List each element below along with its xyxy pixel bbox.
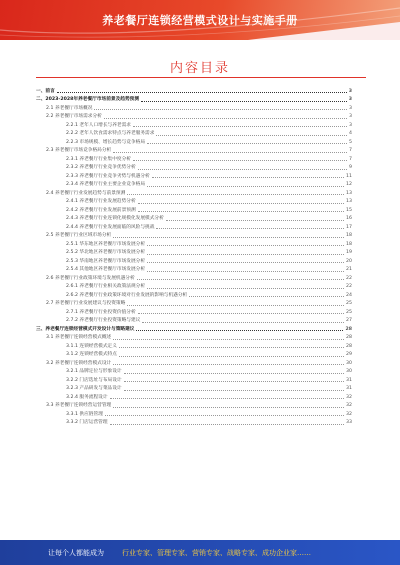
toc-entry[interactable] xyxy=(36,146,352,155)
toc-entry-title: 2.2 养老餐厅市场需求分析 xyxy=(46,114,102,119)
toc-leader-dots xyxy=(189,296,344,297)
toc-leader-dots xyxy=(147,271,344,272)
toc-page-number: 7 xyxy=(349,148,352,153)
toc-entry-title: 3.3.1 供应链管理 xyxy=(66,411,103,417)
toc-page-number: 3 xyxy=(349,122,352,128)
footer-text: 让每个人都能成为 xyxy=(48,549,104,557)
toc-leader-dots xyxy=(147,143,347,144)
toc-entry-title: 2.6.2 养老餐厅行业政策环境对行业发展的影响与机遇分析 xyxy=(66,292,188,298)
toc-heading-rule xyxy=(36,77,366,78)
toc-leader-dots xyxy=(124,373,344,374)
toc-leader-dots xyxy=(147,288,344,289)
toc-entry[interactable] xyxy=(36,333,352,342)
toc-page-number: 33 xyxy=(346,420,352,425)
toc-page-number: 3 xyxy=(348,97,352,102)
toc-leader-dots xyxy=(136,330,343,331)
toc-entry-title: 3.1 养老餐厅连锁经营模式概述 xyxy=(46,335,112,340)
toc-entry-title: 三、养老餐厅连锁经营模式开发设计与策略建议 xyxy=(36,326,135,332)
toc-entry[interactable] xyxy=(36,324,352,333)
toc-leader-dots xyxy=(166,220,344,221)
toc-entry[interactable] xyxy=(36,290,352,299)
toc-leader-dots xyxy=(105,415,344,416)
toc-entry[interactable] xyxy=(36,307,352,316)
toc-page-number: 12 xyxy=(346,182,352,187)
toc-entry[interactable] xyxy=(36,299,352,308)
toc-entry[interactable] xyxy=(36,197,352,206)
toc-heading: 内容目录 xyxy=(169,61,230,76)
toc-entry-title: 3.2.3 产品研发与菜品设计 xyxy=(66,386,122,391)
toc-page-number: 28 xyxy=(345,326,352,332)
toc-entry[interactable] xyxy=(36,341,352,350)
toc-leader-dots xyxy=(113,237,344,238)
toc-page-number: 18 xyxy=(346,233,352,238)
toc-entry-title: 2.6.1 养老餐厅行业相关政策法规分析 xyxy=(66,284,146,289)
toc-entry[interactable] xyxy=(36,103,352,112)
toc-leader-dots xyxy=(110,398,344,399)
toc-entry[interactable] xyxy=(36,358,352,367)
toc-entry-title: 2.5.3 华南地区养老餐厅市场发展分析 xyxy=(66,258,146,264)
toc-page-number: 20 xyxy=(346,258,352,264)
toc-entry-title: 2.2.1 老年人口增长与养老需求 xyxy=(66,122,131,128)
toc-leader-dots xyxy=(156,135,347,136)
toc-entry-title: 3.2 养老餐厅连锁经营模式设计 xyxy=(46,360,112,366)
toc-page-number: 5 xyxy=(349,139,352,145)
toc-page-number: 31 xyxy=(346,377,352,383)
toc-leader-dots xyxy=(133,160,347,161)
toc-entry[interactable] xyxy=(36,239,352,248)
toc-entry[interactable] xyxy=(36,409,352,418)
toc-entry[interactable] xyxy=(36,188,352,197)
toc-page-number: 28 xyxy=(346,335,352,340)
toc-entry[interactable] xyxy=(36,384,352,393)
toc-entry[interactable] xyxy=(36,273,352,282)
toc-entry-title: 2.4.1 养老餐厅行业发展趋势分析 xyxy=(66,199,136,204)
toc-leader-dots xyxy=(133,126,347,127)
toc-entry-title: 3.3 养老餐厅连锁经营运营管理 xyxy=(46,403,112,408)
toc-page-number: 27 xyxy=(346,318,352,323)
toc-entry-title: 2.3.1 养老餐厅行业集中度分析 xyxy=(66,156,131,162)
toc-leader-dots xyxy=(113,407,344,408)
toc-leader-dots xyxy=(124,390,344,391)
toc-entry[interactable] xyxy=(36,137,352,146)
toc-page-number: 17 xyxy=(346,224,352,230)
toc-entry[interactable] xyxy=(36,129,352,138)
toc-leader-dots xyxy=(147,245,344,246)
toc-leader-dots xyxy=(138,203,344,204)
toc-page-number: 31 xyxy=(346,386,352,391)
toc-entry-title: 3.2.4 服务流程设计 xyxy=(66,394,108,400)
toc-entry-title: 2.6 养老餐厅行业政策环境与发展机遇分析 xyxy=(46,275,135,281)
toc-entry-title: 2.5 养老餐厅行业区域市场分析 xyxy=(46,233,112,238)
toc-entry-title: 3.1.2 连锁经营模式特点 xyxy=(66,352,117,357)
toc-entry-title: 2.7.2 养老餐厅行业投资策略与建议 xyxy=(66,318,141,323)
footer-slogan: 行业专家、管理专家、营销专家、战略专家、成功企业家…… xyxy=(122,549,311,557)
toc-page-number: 29 xyxy=(346,352,352,357)
toc-page-number: 22 xyxy=(346,275,352,281)
toc-entry-title: 2.2.2 老年人饮食需求特点与养老服务需求 xyxy=(66,131,155,136)
toc-entry-title: 2.5.2 华北地区养老餐厅市场发展分析 xyxy=(66,250,146,255)
toc-leader-dots xyxy=(119,356,344,357)
toc-leader-dots xyxy=(127,305,344,306)
toc-entry-title: 2.4.2 养老餐厅行业发展前景预测 xyxy=(66,207,136,213)
toc-entry-title: 2.3.3 养老餐厅行业竞争劣势与机遇分析 xyxy=(66,173,150,179)
toc-leader-dots xyxy=(152,177,344,178)
toc-entry-title: 2.4.3 养老餐厅行业连锁化规模化发展模式分析 xyxy=(66,216,164,221)
toc-entry-title: 一、前言 xyxy=(36,88,55,94)
toc-entry[interactable] xyxy=(36,392,352,401)
toc-page-number: 3 xyxy=(349,114,352,119)
toc-leader-dots xyxy=(113,339,344,340)
toc-entry[interactable] xyxy=(36,214,352,223)
toc-leader-dots xyxy=(113,152,347,153)
toc-page-number: 24 xyxy=(346,292,352,298)
toc-entry-title: 2.7.1 养老餐厅行业投资价值分析 xyxy=(66,309,136,315)
toc-entry[interactable] xyxy=(36,256,352,265)
toc-leader-dots xyxy=(104,118,347,119)
toc-entry[interactable] xyxy=(36,120,352,129)
toc-entry[interactable] xyxy=(36,231,352,240)
toc-entry-title: 3.2.2 门店选址与布局设计 xyxy=(66,377,122,383)
toc-page-number: 15 xyxy=(346,207,352,213)
toc-page-number: 19 xyxy=(346,250,352,255)
toc-leader-dots xyxy=(147,254,344,255)
toc-entry-title: 3.1.1 连锁经营模式定义 xyxy=(66,343,117,349)
toc-entry-title: 2.2.3 市场规模、增长趋势与竞争格局 xyxy=(66,139,146,145)
toc-page-number: 18 xyxy=(346,241,352,247)
toc-entry-title: 2.4 养老餐厅行业发展趋势与前景预测 xyxy=(46,190,126,196)
toc-page-number: 30 xyxy=(346,360,352,366)
toc-entry-title: 2.5.1 华东地区养老餐厅市场发展分析 xyxy=(66,241,146,247)
toc-entry[interactable] xyxy=(36,180,352,189)
toc-page-number: 7 xyxy=(349,156,352,162)
toc-page-number: 32 xyxy=(346,403,352,408)
toc-leader-dots xyxy=(138,211,344,212)
toc-entry[interactable] xyxy=(36,171,352,180)
toc-page-number: 22 xyxy=(346,284,352,289)
toc-page-number: 3 xyxy=(348,88,352,94)
page-footer xyxy=(0,540,400,565)
toc-leader-dots xyxy=(147,262,344,263)
toc-page-number: 3 xyxy=(349,105,352,111)
toc-leader-dots xyxy=(127,194,344,195)
toc-entry[interactable] xyxy=(36,401,352,410)
toc-entry[interactable] xyxy=(36,86,352,95)
toc-leader-dots xyxy=(94,109,347,110)
toc-page-number: 16 xyxy=(346,216,352,221)
toc-page-number: 9 xyxy=(349,165,352,170)
toc-leader-dots xyxy=(142,322,344,323)
toc-page-number: 32 xyxy=(346,394,352,400)
toc-leader-dots xyxy=(156,228,344,229)
toc-entry[interactable] xyxy=(36,222,352,231)
toc-leader-dots xyxy=(141,101,347,102)
toc-entry[interactable] xyxy=(36,282,352,291)
toc-page-number: 30 xyxy=(346,369,352,374)
toc-entry[interactable] xyxy=(36,350,352,359)
toc-page-number: 13 xyxy=(346,190,352,196)
toc-page-number: 28 xyxy=(346,343,352,349)
toc-page-number: 25 xyxy=(346,309,352,315)
toc-page-number: 21 xyxy=(346,267,352,272)
toc-leader-dots xyxy=(110,424,344,425)
toc-leader-dots xyxy=(57,92,347,93)
toc-entry-title: 2.3 养老餐厅市场竞争格局分析 xyxy=(46,148,112,153)
toc-entry-title: 2.1 养老餐厅市场概况 xyxy=(46,105,93,111)
page-header xyxy=(0,0,400,40)
toc-entry-title: 3.2.1 品牌定位与形象设计 xyxy=(66,369,122,374)
toc-leader-dots xyxy=(147,186,344,187)
toc-entry-title: 2.3.2 养老餐厅行业竞争优势分析 xyxy=(66,165,136,170)
toc-entry-title: 3.3.2 门店运营管理 xyxy=(66,420,108,425)
toc-entry-title: 2.7 养老餐厅行业发展建议与投资策略 xyxy=(46,301,126,306)
toc-entry[interactable] xyxy=(36,112,352,121)
toc-leader-dots xyxy=(124,381,344,382)
toc-leader-dots xyxy=(137,279,344,280)
toc-entry[interactable] xyxy=(36,265,352,274)
toc-entry[interactable] xyxy=(36,418,352,427)
toc-leader-dots xyxy=(119,347,344,348)
toc-entry[interactable] xyxy=(36,316,352,325)
toc-leader-dots xyxy=(138,313,344,314)
toc-page-number: 4 xyxy=(349,131,352,136)
toc-page-number: 11 xyxy=(346,173,352,179)
toc-page-number: 32 xyxy=(346,411,352,417)
toc-page-number: 13 xyxy=(346,199,352,204)
toc-entry[interactable] xyxy=(36,205,352,214)
toc-entry-title: 2.3.4 养老餐厅行业主要企业竞争格局 xyxy=(66,182,146,187)
toc-page-number: 25 xyxy=(346,301,352,306)
toc-entry[interactable] xyxy=(36,375,352,384)
toc-leader-dots xyxy=(138,169,347,170)
toc-entry[interactable] xyxy=(36,163,352,172)
toc-entry-title: 二、2023-2028年养老餐厅市场前景及趋势预测 xyxy=(36,97,140,102)
toc-leader-dots xyxy=(113,364,344,365)
table-of-contents xyxy=(36,86,352,426)
toc-entry[interactable] xyxy=(36,367,352,376)
toc-entry-title: 2.5.4 其他地区养老餐厅市场发展分析 xyxy=(66,267,146,272)
toc-entry[interactable] xyxy=(36,248,352,257)
toc-entry[interactable] xyxy=(36,154,352,163)
document-title: 养老餐厅连锁经营模式设计与实施手册 xyxy=(102,14,298,27)
toc-entry-title: 2.4.4 养老餐厅行业发展面临的风险与挑战 xyxy=(66,224,155,230)
toc-entry[interactable] xyxy=(36,95,352,104)
